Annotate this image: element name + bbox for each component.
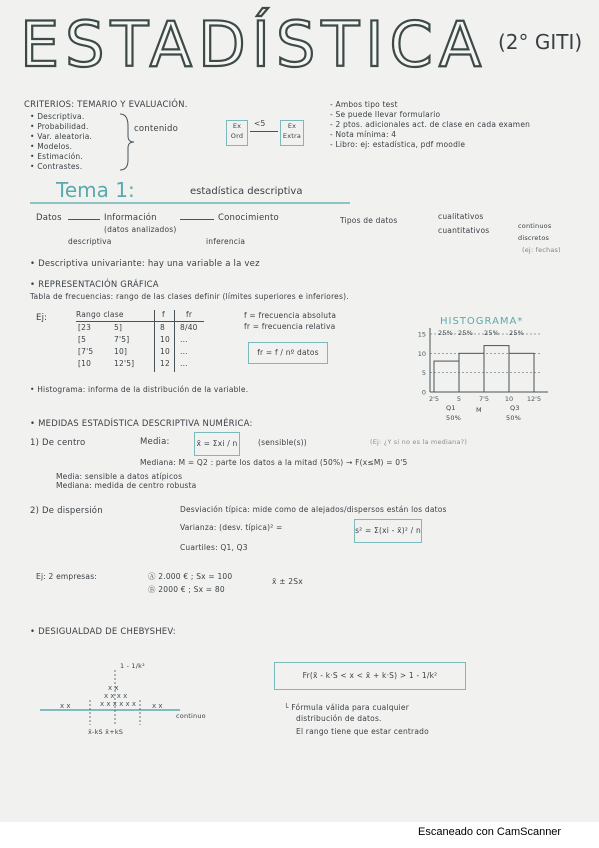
fr-formula-box: fr = f / nº datos [248,342,328,364]
pct-50-left: 50% [446,414,462,422]
topic-item: • Modelos. [30,142,73,151]
table-header: Rango clase [76,310,124,319]
pct-label: 25% [509,329,525,337]
table-cell: 10 [160,347,170,356]
eg-mediana: (Ej: ¿Y si no es la mediana?) [370,438,468,446]
pct-label: 25% [458,329,474,337]
continuo-label: continuo [176,712,206,720]
univariante-line: • Descriptiva univariante: hay una variable a la vez [30,259,260,269]
topic-item: • Probabilidad. [30,122,89,131]
flow-arrow-label: <5 [254,119,266,128]
pct-label: 25% [484,329,500,337]
def-f: f = frecuencia absoluta [244,311,337,320]
note-item: - 2 ptos. adicionales act. de clase en cada examen [330,120,531,129]
desviacion-line: Desviación típica: mide como de alejados/dispersos están los datos [180,505,447,514]
note-item: - Libro: ej: estadística, pdf moodle [330,140,466,149]
cv-note: x̄ ± 2Sx [272,577,303,586]
arrow-line [180,219,214,220]
flow-datos-analizados: (datos analizados) [104,225,177,234]
empresa-a: Ⓐ 2.000 € ; Sx = 100 [148,572,233,581]
table-divider [76,321,204,322]
def-fr: fr = frecuencia relativa [244,322,336,331]
arrow-line [68,219,100,220]
pct-50-right: 50% [506,414,522,422]
contenido-label: contenido [134,124,178,134]
table-cell: 10 [160,335,170,344]
topic-item: • Descriptiva. [30,112,85,121]
cheb-note-1: └ Fórmula válida para cualquier [284,703,410,712]
table-cell: ... [180,347,188,356]
table-cell: 8/40 [180,323,198,332]
exam-notes [330,100,530,150]
varianza-formula-box: s² = Σ(xi - x̄)² / n [354,519,422,543]
tipos-cuantitativos: cuantitativos [438,226,490,235]
media-formula-box: x̄ = Σxi / n [194,432,240,456]
table-cell: ... [180,335,188,344]
tipos-label: Tipos de datos [340,216,398,225]
media-note-1: Media: sensible a datos atípicos [56,472,183,481]
sensible-note: (sensible(s)) [258,438,307,447]
quartile-q3: Q3 [510,404,520,412]
empresa-b: Ⓑ 2000 € ; Sx = 80 [148,585,225,594]
varianza-line: Varianza: (desv. típica)² = [180,523,283,532]
media-note-2: Mediana: medida de centro robusta [56,481,197,490]
table-cell: ... [180,359,188,368]
cheb-label-top: 1 - 1/k² [120,662,145,670]
scanner-watermark: Escaneado con CamScanner [418,826,562,838]
svg-text:x x: x x [108,684,119,692]
note-item: - Nota mínima: 4 [330,130,397,139]
flow-descriptiva: descriptiva [68,237,112,246]
flow-datos: Datos [36,213,62,223]
topics-list [30,112,92,172]
median-m: M [476,406,482,414]
pct-label: 25% [438,329,454,337]
y-tick-label: 15 [417,330,426,339]
table-cell: 12'5] [114,359,135,368]
topic-item: • Estimación. [30,152,83,161]
mediana-line: Mediana: M = Q2 : parte los datos a la mitad (50%) → F(x≤M) = 0'5 [140,458,408,467]
cheb-note-2: distribución de datos. [296,714,382,723]
x-tick-label: 2'5 [428,395,440,403]
section-underline [30,202,350,204]
table-cell: 5] [114,323,123,332]
arrow-line [250,131,278,132]
histogram-bar [484,346,509,392]
chebyshev-heading: • DESIGUALDAD DE CHEBYSHEV: [30,627,176,637]
representacion-line: Tabla de frecuencias: rango de las clases definir (límites superiores e inferiores). [30,292,349,301]
table-cell: [23 [78,323,92,332]
tipos-note: (ej: fechas) [522,246,561,254]
table-cell: 12 [160,359,170,368]
page-subtitle: (2° GITI) [498,30,583,54]
svg-text:x x: x x [152,702,163,710]
table-cell: [7'5 [78,347,94,356]
histogram-note: • Histograma: informa de la distribución de la variable. [30,385,249,394]
tipos-cualitativos: cualitativos [438,212,484,221]
topic-item: • Contrastes. [30,162,83,171]
section-subtitle: estadística descriptiva [190,186,303,197]
tipos-continuos: continuos [518,222,552,230]
cheb-note-3: El rango tiene que estar centrado [296,727,429,736]
eg-label: Ej: [36,313,48,323]
x-tick-label: 7'5 [478,395,490,403]
table-divider [154,310,155,372]
table-cell: 8 [160,323,165,332]
note-item: - Ambos tipo test [330,100,398,109]
topic-item: • Var. aleatoria. [30,132,93,141]
svg-text:x x x x x x: x x x x x x [100,700,136,708]
quartile-q1: Q1 [446,404,456,412]
ex-ord-box: Ex Ord [226,120,248,146]
criteria-heading: CRITERIOS: TEMARIO Y EVALUACIÓN. [24,100,188,110]
table-cell: 10] [114,347,128,356]
table-divider [174,310,175,372]
section-title: Tema 1: [56,178,135,202]
representacion-heading: • REPRESENTACIÓN GRÁFICA [30,280,159,290]
y-tick-label: 5 [421,369,426,378]
x-tick-label: 5 [456,395,462,403]
dispersion-label: 2) De dispersión [30,506,103,516]
flow-informacion: Información [104,213,157,223]
flow-inferencia: inferencia [206,237,246,246]
eg-empresas: Ej: 2 empresas: [36,572,98,581]
histogram-title: HISTOGRAMA* [440,316,524,327]
x-tick-label: 12'5 [526,395,542,403]
centro-label: 1) De centro [30,438,86,448]
y-tick-label: 0 [421,388,426,397]
tipos-discretos: discretos [518,234,550,242]
note-item: - Se puede llevar formulario [330,110,441,119]
ex-extra-box: Ex Extra [280,120,304,146]
cuartiles-line: Cuartiles: Q1, Q3 [180,543,248,552]
table-header: f [162,310,165,319]
table-header: fr [186,310,193,319]
medidas-heading: • MEDIDAS ESTADÍSTICA DESCRIPTIVA NUMÉRICA: [30,419,253,429]
chebyshev-formula-box: Fr(x̄ - k·S < x < x̄ + k·S) > 1 - 1/k² [274,662,466,690]
x-tick-label: 10 [504,395,514,403]
svg-text:x x x x: x x x x [104,692,128,700]
y-tick-label: 10 [417,349,426,358]
table-cell: 7'5] [114,335,130,344]
page-title: ESTADÍSTICA [20,8,488,81]
table-cell: [5 [78,335,87,344]
table-cell: [10 [78,359,92,368]
brace-icon [118,112,138,172]
flow-conocimiento: Conocimiento [218,213,279,223]
chebyshev-dotplot [40,670,200,730]
histogram-bar [434,361,459,392]
cheb-bounds: x̄-kS x̄+kS [88,728,124,736]
svg-text:x x: x x [60,702,71,710]
media-label: Media: [140,437,170,447]
histogram-chart [400,322,550,432]
